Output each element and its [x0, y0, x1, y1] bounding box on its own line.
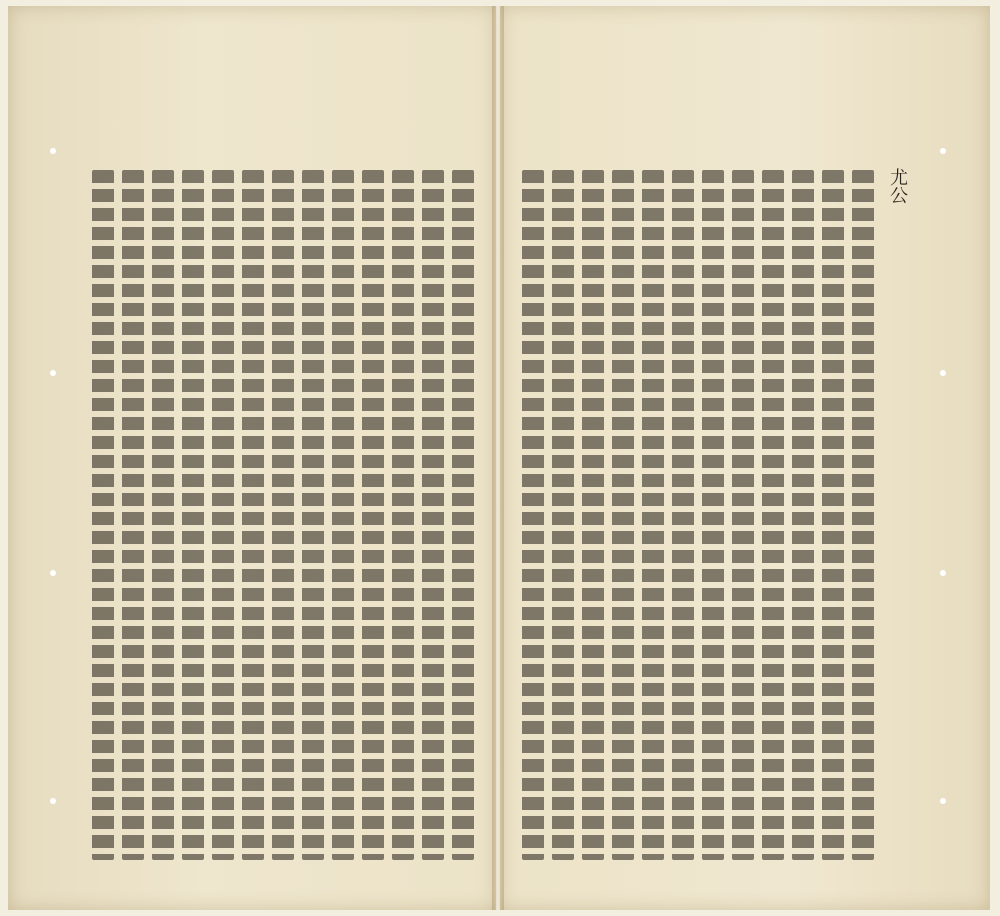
- text-column: [852, 170, 874, 860]
- text-column: [732, 170, 754, 860]
- text-column: [182, 170, 204, 860]
- book-gutter: [492, 6, 504, 910]
- text-column: [122, 170, 144, 860]
- text-column: [272, 170, 294, 860]
- text-column: [612, 170, 634, 860]
- binding-hole: [940, 370, 946, 376]
- text-column: [212, 170, 234, 860]
- document-title: 尤公: [887, 168, 908, 204]
- text-column: [332, 170, 354, 860]
- binding-hole: [50, 798, 56, 804]
- text-column: [672, 170, 694, 860]
- text-column: [152, 170, 174, 860]
- binding-hole: [940, 570, 946, 576]
- text-column: [762, 170, 784, 860]
- text-column: [522, 170, 544, 860]
- text-column: [822, 170, 844, 860]
- binding-hole: [50, 148, 56, 154]
- binding-hole: [940, 148, 946, 154]
- text-column: [792, 170, 814, 860]
- text-column: [582, 170, 604, 860]
- text-column: [392, 170, 414, 860]
- text-column: [642, 170, 664, 860]
- binding-hole: [50, 570, 56, 576]
- text-column: [92, 170, 114, 860]
- text-column: [552, 170, 574, 860]
- text-column: [302, 170, 324, 860]
- binding-hole: [50, 370, 56, 376]
- text-column: [242, 170, 264, 860]
- text-column: [422, 170, 444, 860]
- binding-hole: [940, 798, 946, 804]
- text-column: [362, 170, 384, 860]
- text-column: [452, 170, 474, 860]
- text-column: [702, 170, 724, 860]
